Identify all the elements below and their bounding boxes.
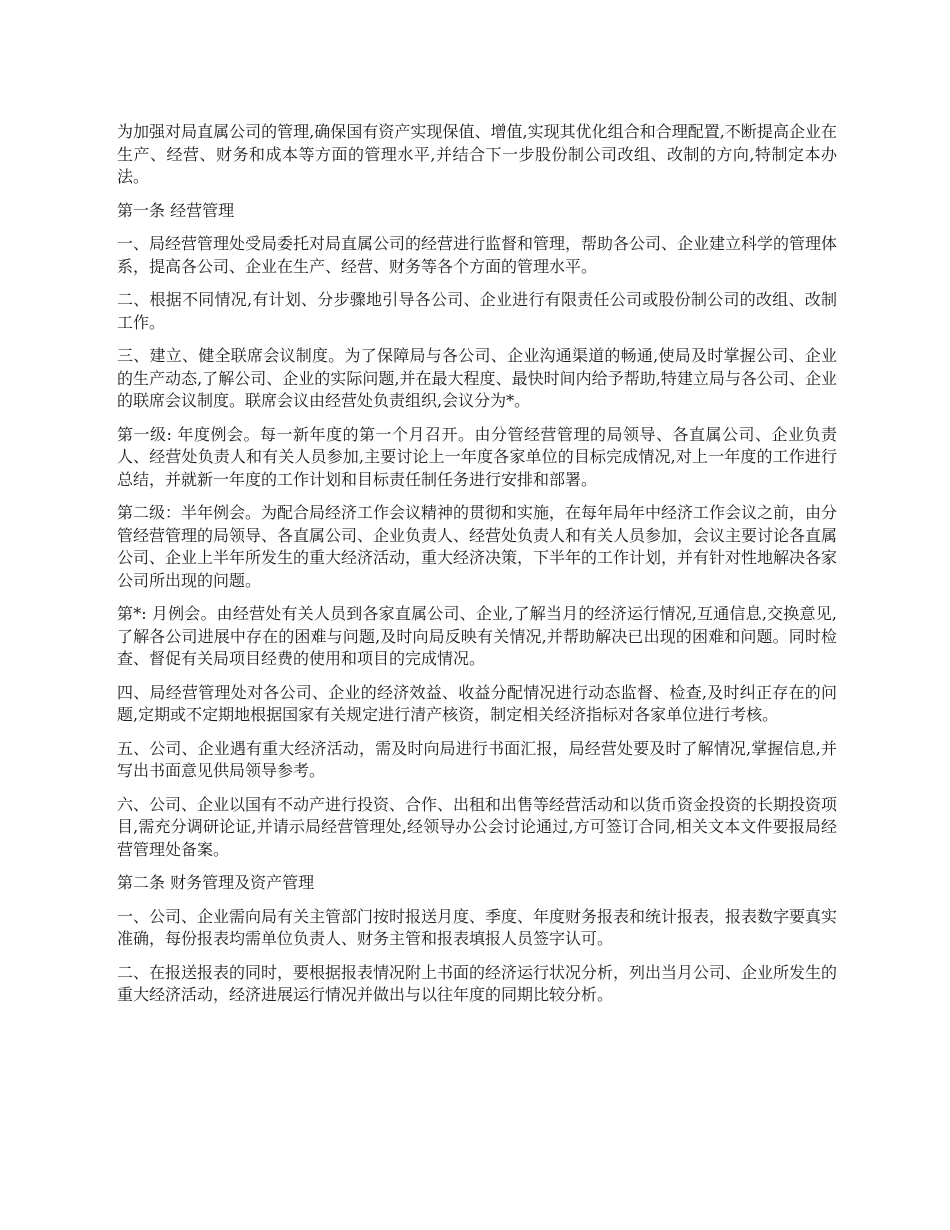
section-1-item-2: 二、根据不同情况,有计划、分步骤地引导各公司、企业进行有限责任公司或股份制公司的改组、改制工作。 xyxy=(117,290,837,332)
section-1-item-6: 六、公司、企业以国有不动产进行投资、合作、出租和出售等经营活动和以货币资金投资的长期投资项目,需充分调研论证,并请示局经营管理处,经领导办公会讨论通过,方可签订合同,相关文本文件要报局经营管理处备案。 xyxy=(117,794,838,859)
section-1-title: 第一条 经营管理 xyxy=(117,200,235,220)
section-2-item-2: 二、在报送报表的同时，要根据报表情况附上书面的经济运行状况分析，列出当月公司、企业所发生的重大经济活动，经济进展运行情况并做出与以往年度的同期比较分析。 xyxy=(117,962,838,1004)
meeting-level-2: 第二级：半年例会。为配合局经济工作会议精神的贯彻和实施，在每年局年中经济工作会议之前，由分管经营管理的局领导、各直属公司、企业负责人、经营处负责人和有关人员参加，会议主要讨论各直属公司、企业上半年所发生的重大经济活动，重大经济决策，下半年的工作计划，并有针对性地解决各家公司所出现的问题。 xyxy=(117,503,838,590)
meeting-level-1: 第一级: 年度例会。每一新年度的第一个月召开。由分管经营管理的局领导、各直属公司、企业负责人、经营处负责人和有关人员参加,主要讨论上一年度各家单位的目标完成情况,对上一年度的工作进行总结，并就新一年度的工作计划和目标责任制任务进行安排和部署。 xyxy=(117,424,837,489)
intro-paragraph: 为加强对局直属公司的管理,确保国有资产实现保值、增值,实现其优化组合和合理配置,不断提高企业在生产、经营、财务和成本等方面的管理水平,并结合下一步股份制公司改组、改制的方向,特制定本办法。 xyxy=(117,122,837,186)
section-1-item-4: 四、局经营管理处对各公司、企业的经济效益、收益分配情况进行动态监督、检查,及时纠正存在的问题,定期或不定期地根据国家有关规定进行清产核资，制定相关经济指标对各家单位进行考核。 xyxy=(117,682,837,724)
section-2-item-1: 一、公司、企业需向局有关主管部门按时报送月度、季度、年度财务报表和统计报表，报表数字要真实准确，每份报表均需单位负责人、财务主管和报表填报人员签字认可。 xyxy=(117,906,838,948)
section-2-title: 第二条 财务管理及资产管理 xyxy=(117,873,315,892)
document-page xyxy=(117,121,837,1018)
section-1-item-5: 五、公司、企业遇有重大经济活动，需及时向局进行书面汇报，局经营处要及时了解情况,掌握信息,并写出书面意见供局领导参考。 xyxy=(117,738,837,780)
meeting-level-3: 第*: 月例会。由经营处有关人员到各家直属公司、企业,了解当月的经济运行情况,互通信息,交换意见,了解各公司进展中存在的困难与问题,及时向局反映有关情况,并帮助解决已出现的困难和问题。同时检查、督促有关局项目经费的使用和项目的完成情况。 xyxy=(117,604,837,668)
section-1-item-1: 一、局经营管理处受局委托对局直属公司的经营进行监督和管理，帮助各公司、企业建立科学的管理体系，提高各公司、企业在生产、经营、财务等各个方面的管理水平。 xyxy=(117,234,838,276)
section-1-item-3: 三、建立、健全联席会议制度。为了保障局与各公司、企业沟通渠道的畅通,使局及时掌握公司、企业的生产动态,了解公司、企业的实际问题,并在最大程度、最快时间内给予帮助,特建立局与各公司、企业的联席会议制度。联席会议由经营处负责组织,会议分为*。 xyxy=(117,346,837,410)
